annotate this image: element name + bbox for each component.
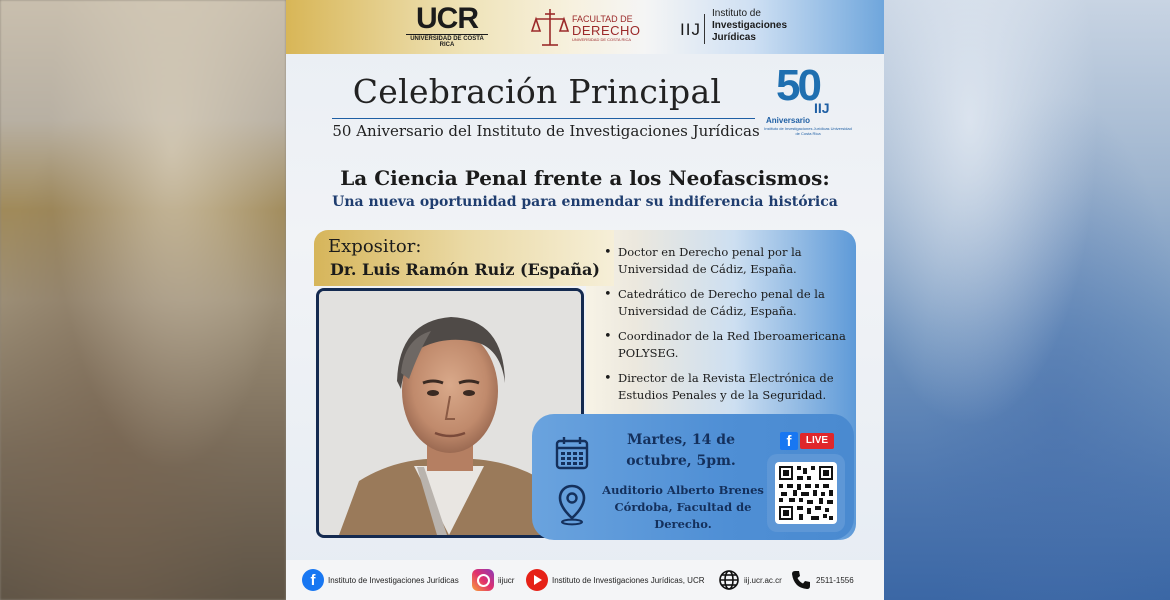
blurred-background-left xyxy=(0,0,286,600)
event-title: Celebración Principal xyxy=(352,72,722,111)
footer-phone-label: 2511-1556 xyxy=(816,575,854,585)
speaker-credentials xyxy=(602,244,852,412)
qr-code-pattern xyxy=(775,462,837,524)
anniversary-logo xyxy=(762,61,854,142)
ucr-logo xyxy=(406,4,488,48)
ucr-logo-text: UCR xyxy=(416,2,478,35)
footer-instagram-label: iijucr xyxy=(498,575,515,585)
blurred-background-right xyxy=(884,0,1170,600)
live-label: LIVE xyxy=(800,433,834,449)
iij-text xyxy=(712,8,787,44)
instagram-icon xyxy=(472,569,494,591)
calendar-icon xyxy=(555,436,589,470)
qr-code-card[interactable] xyxy=(767,454,845,532)
anniversary-number: 50 xyxy=(776,61,819,110)
anniversary-small-text: Instituto de Investigaciones Jurídicas Universidad de Costa Rica xyxy=(764,126,852,136)
iij-mark: IIJ xyxy=(680,20,701,39)
credential-item: • Doctor en Derecho penal por la Universidad de Cádiz, España. xyxy=(602,244,852,278)
credential-item: • Director de la Revista Electrónica de Estudios Penales y de la Seguridad. xyxy=(602,370,852,404)
footer-youtube[interactable] xyxy=(526,568,705,592)
talk-tagline: Una nueva oportunidad para enmendar su indiferencia histórica xyxy=(332,194,838,210)
fac-line1: FACULTAD DE xyxy=(572,14,633,24)
speaker-name: Dr. Luis Ramón Ruiz (España) xyxy=(330,260,600,279)
talk-headline: La Ciencia Penal frente a los Neofascismos: xyxy=(340,166,830,190)
title-divider xyxy=(332,118,755,119)
iij-logo xyxy=(680,8,810,48)
footer-facebook[interactable] xyxy=(302,568,459,592)
credential-item: • Catedrático de Derecho penal de la Universidad de Cádiz, España. xyxy=(602,286,852,320)
facultad-derecho-text xyxy=(572,14,641,42)
anniversary-label: Aniversario xyxy=(766,116,811,125)
facebook-icon: f xyxy=(780,432,798,450)
iij-divider xyxy=(704,14,705,44)
footer-website-label: iij.ucr.ac.cr xyxy=(744,575,782,585)
facebook-icon: f xyxy=(302,569,324,591)
location-pin-icon xyxy=(558,484,586,526)
facultad-derecho-logo xyxy=(530,5,640,49)
ucr-logo-subtext: UNIVERSIDAD DE COSTA RICA xyxy=(406,34,488,48)
anniversary-iij: IIJ xyxy=(814,100,830,116)
credential-item: • Coordinador de la Red Iberoamericana POLYSEG. xyxy=(602,328,852,362)
footer-website[interactable] xyxy=(718,568,782,592)
fac-line3: UNIVERSIDAD DE COSTA RICA xyxy=(572,37,632,42)
scales-of-justice-icon xyxy=(530,5,570,49)
footer-phone[interactable] xyxy=(790,568,854,592)
footer-instagram[interactable] xyxy=(472,568,514,592)
qr-code[interactable] xyxy=(775,462,837,524)
event-poster xyxy=(286,0,884,600)
event-venue: Auditorio Alberto Brenes Córdoba, Facultad de Derecho. xyxy=(602,483,764,531)
globe-icon xyxy=(718,569,740,591)
footer-youtube-label: Instituto de Investigaciones Jurídicas, UCR xyxy=(552,575,705,585)
event-date: Martes, 14 de octubre, 5pm. xyxy=(626,432,736,469)
event-subtitle: 50 Aniversario del Instituto de Investigaciones Jurídicas xyxy=(332,122,760,140)
footer-facebook-label: Instituto de Investigaciones Jurídicas xyxy=(328,575,459,585)
fac-line2: DERECHO xyxy=(572,23,641,38)
youtube-icon xyxy=(526,569,548,591)
phone-icon xyxy=(790,569,812,591)
iij-line3: Jurídicas xyxy=(712,32,756,43)
iij-line2: Investigaciones xyxy=(712,20,788,31)
speaker-label: Expositor: xyxy=(328,236,422,257)
iij-line1: Instituto de xyxy=(712,8,761,19)
